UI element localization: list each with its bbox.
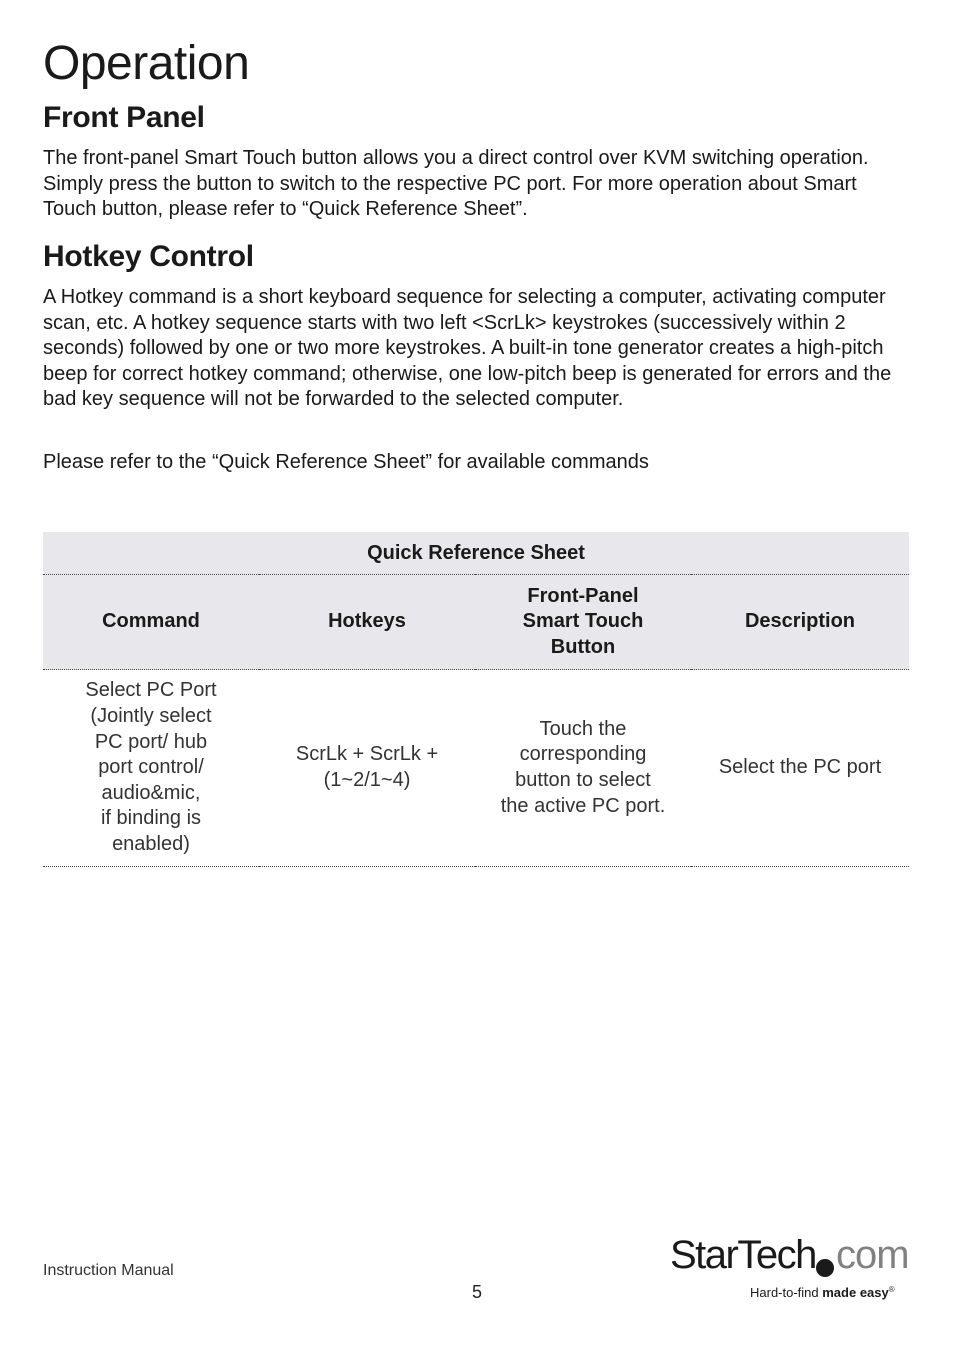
footer-label: Instruction Manual [43,1262,174,1279]
hotkey-control-heading: Hotkey Control [43,240,254,273]
front-panel-paragraph: The front-panel Smart Touch button allows you a direct control over KVM switching operation. Simply press the button to switch to the respective PC port. For more operation about Smart Touch button, please refer to “Quick Reference Sheet”. [43,147,869,221]
refer-paragraph: Please refer to the “Quick Reference Sheet” for available commands [43,451,649,473]
logo-tagline [750,1285,895,1300]
hotkey-control-paragraph: A Hotkey command is a short keyboard sequence for selecting a computer, activating computer scan, etc. A hotkey sequence starts with two left <ScrLk> keystrokes (successively within 2 seconds) followed by one or two more keystrokes. A built-in tone generator creates a high-pitch beep for correct hotkey command; otherwise, one low-pitch beep is generated for errors and the bad key sequence will not be forwarded to the selected computer. [43,286,892,411]
table-row [43,670,909,867]
column-header-command: Command [43,575,259,670]
logo-brand-left: StarTech [670,1233,816,1277]
table-title-row [43,532,909,575]
cell-description: Select the PC port [691,670,909,867]
cell-hotkeys: ScrLk + ScrLk + (1~2/1~4) [259,670,475,867]
column-header-front-panel: Front-Panel Smart Touch Button [475,575,691,670]
logo-registered-mark: ® [888,1285,895,1294]
page-number: 5 [471,1282,482,1302]
quick-reference-table [43,532,909,867]
page-title: Operation [43,37,250,90]
startech-logo [670,1230,910,1305]
front-panel-heading: Front Panel [43,101,205,134]
logo-tagline-bold: made easy [822,1285,889,1300]
cell-command: Select PC Port (Jointly select PC port/ hub port control/ audio&mic, if binding is enabled) [43,670,259,867]
column-header-description: Description [691,575,909,670]
table-title: Quick Reference Sheet [43,532,909,575]
logo-dot [816,1259,834,1277]
table-header-row [43,575,909,670]
column-header-hotkeys: Hotkeys [259,575,475,670]
logo-tagline-regular: Hard-to-find [750,1285,823,1300]
cell-front-panel: Touch the corresponding button to select the active PC port. [475,670,691,867]
logo-brand-right: com [836,1233,909,1277]
